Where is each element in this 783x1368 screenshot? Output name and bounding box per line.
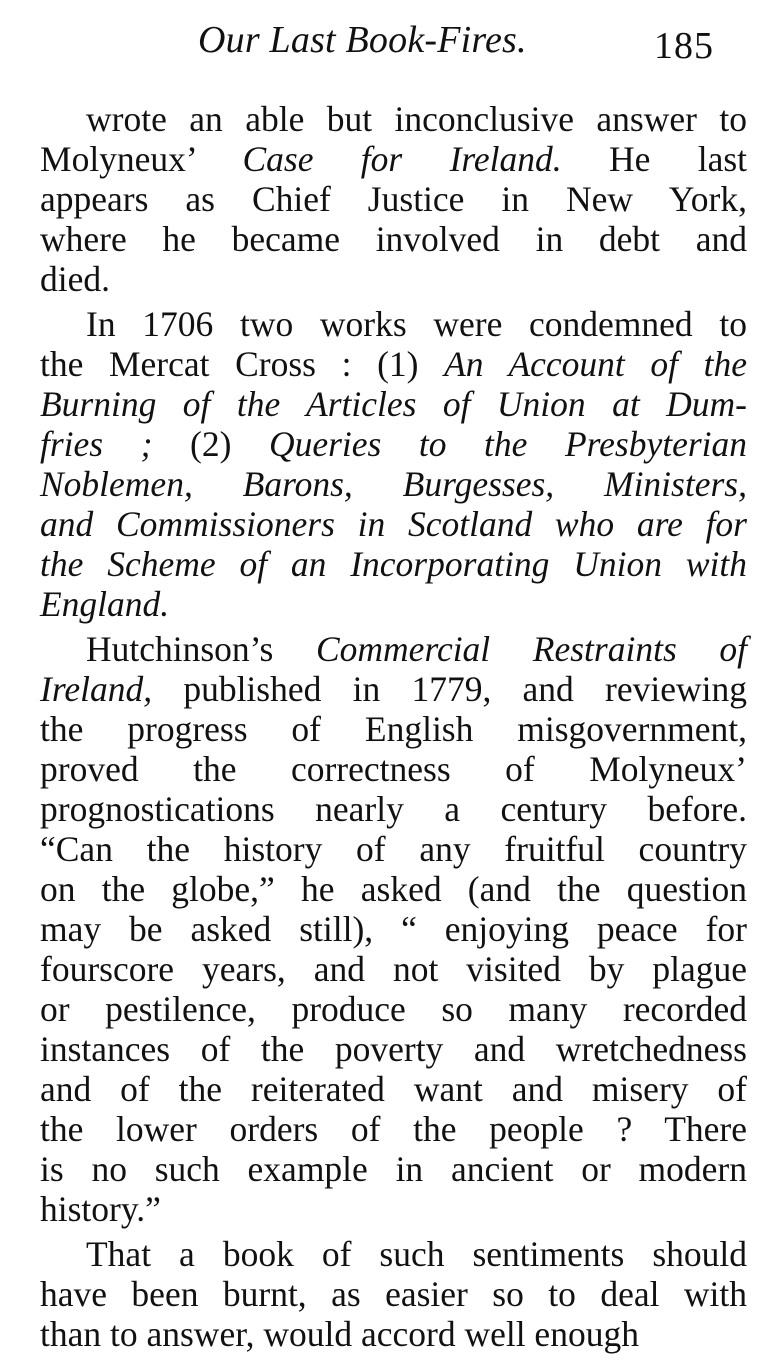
text-line	[40, 344, 747, 384]
text-run: prognostications nearly a century before.	[40, 789, 747, 829]
text-line	[40, 709, 747, 749]
text-line	[40, 1149, 747, 1189]
text-line	[40, 139, 747, 179]
italic-text: Queries to the Presbyterian	[268, 424, 747, 464]
text-run: wrote an able but inconclusive answer to	[86, 99, 747, 139]
text-line	[40, 1029, 747, 1069]
text-run: and of the reiterated want and misery of	[40, 1069, 747, 1109]
text-line	[40, 424, 747, 464]
text-run: the Mercat Cross : (1)	[40, 344, 445, 384]
text-line	[40, 179, 747, 219]
paragraph	[40, 1234, 747, 1354]
text-line	[40, 629, 747, 669]
paragraph	[40, 304, 747, 624]
text-line	[40, 989, 747, 1029]
italic-text: An Account of the	[444, 344, 747, 384]
text-run: He last	[561, 139, 748, 179]
text-run: on the globe,” he asked (and the question	[40, 869, 747, 909]
text-line	[40, 1109, 747, 1149]
text-run: published in 1779, and reviewing	[152, 669, 747, 709]
text-line	[40, 1069, 747, 1109]
text-line	[40, 544, 747, 584]
italic-text: England.	[40, 584, 170, 624]
italic-text: Noblemen, Barons, Burgesses, Ministers,	[40, 464, 747, 504]
italic-text: Burning of the Articles of Union at Dum-	[40, 384, 747, 424]
text-run: proved the correctness of Molyneux’	[40, 749, 747, 789]
text-run: appears as Chief Justice in New York,	[40, 179, 747, 219]
text-run: is no such example in ancient or modern	[40, 1149, 747, 1189]
running-head	[0, 14, 783, 70]
italic-text: Commercial Restraints of	[315, 629, 747, 669]
italic-text: Case for Ireland.	[242, 139, 562, 179]
text-line	[40, 869, 747, 909]
text-run: (2)	[152, 424, 269, 464]
text-run: “Can the history of any fruitful country	[40, 829, 747, 869]
text-line	[40, 504, 747, 544]
text-line	[40, 304, 747, 344]
text-line	[40, 99, 747, 139]
italic-text: Ireland,	[40, 669, 153, 709]
text-run: where he became involved in debt and	[40, 219, 747, 259]
text-line	[40, 669, 747, 709]
text-line	[40, 1189, 747, 1229]
text-line	[40, 219, 747, 259]
text-run: may be asked still), “ enjoying peace for	[40, 909, 747, 949]
text-line	[40, 1314, 747, 1354]
text-line	[40, 1274, 747, 1314]
text-run: have been burnt, as easier so to deal with	[40, 1274, 747, 1314]
running-title: Our Last Book-Fires.	[198, 19, 527, 61]
paragraph	[40, 99, 747, 299]
italic-text: fries ;	[40, 424, 153, 464]
text-run: Molyneux’	[40, 139, 243, 179]
page-number: 185	[654, 25, 714, 67]
text-run: or pestilence, produce so many recorded	[40, 989, 747, 1029]
text-run: died.	[40, 259, 110, 299]
text-run: That a book of such sentiments should	[86, 1234, 747, 1274]
text-line	[40, 384, 747, 424]
italic-text: the Scheme of an Incorporating Union with	[40, 544, 747, 584]
text-line	[40, 259, 747, 299]
text-line	[40, 789, 747, 829]
text-line	[40, 909, 747, 949]
text-run: the lower orders of the people ? There	[40, 1109, 747, 1149]
text-line	[40, 1234, 747, 1274]
paragraph	[40, 629, 747, 1229]
text-line	[40, 584, 747, 624]
text-run: the progress of English misgovernment,	[40, 709, 747, 749]
body-text	[40, 99, 747, 1354]
text-run: fourscore years, and not visited by plague	[40, 949, 747, 989]
text-line	[40, 464, 747, 504]
text-line	[40, 749, 747, 789]
text-line	[40, 949, 747, 989]
text-run: history.”	[40, 1189, 161, 1229]
text-run: instances of the poverty and wretchedness	[40, 1029, 747, 1069]
text-run: Hutchinson’s	[86, 629, 316, 669]
text-run: In 1706 two works were condemned to	[86, 304, 747, 344]
italic-text: and Commissioners in Scotland who are for	[40, 504, 747, 544]
text-line	[40, 829, 747, 869]
text-run: than to answer, would accord well enough	[40, 1314, 639, 1354]
